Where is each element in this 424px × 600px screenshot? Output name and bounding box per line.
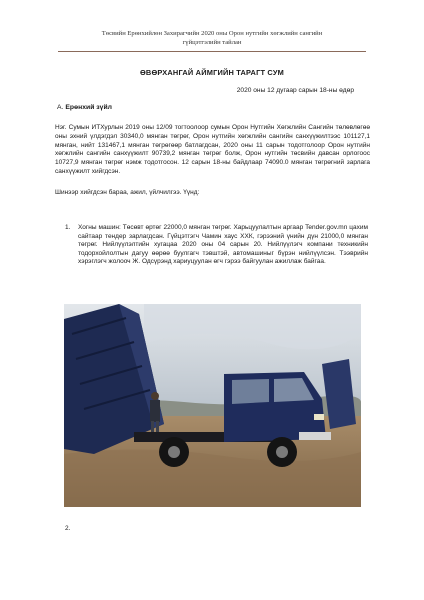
section-letter: А. [57,104,66,111]
header-line-2: гүйцэтгэлийн тайлан [182,39,242,46]
garbage-truck-photo [64,304,361,507]
header-line-1: Төсвийн Ерөнхийлөн Захирагчийн 2020 оны Орон нутгийн хөгжлийн сангийн [101,30,323,37]
header-divider [58,51,366,52]
section-heading [57,104,112,111]
page-header [60,29,364,47]
document-date: 2020 оны 12 дугаар сарын 18-ны өдөр [236,87,354,94]
paragraph-items-lead: Шинээр хийгдсэн бараа, ажил, үйлчилгээ. Үүнд: [55,189,200,196]
dump-truck-photo [64,304,361,507]
section-title: Ерөнхий зүйл [65,104,112,111]
list-item-number: 1. [65,224,71,231]
list-item-text: Хогны машин: Төсөвт өртөг 22000,0 мянган төгрөг. Харьцуулалтын аргаар Tender.gov.mn цахим сайтаар тендер зарлагдсан. Гүйцэтгэгч Чамин хаус ХХК, гэрээний үнийн дүн 21000,0 мянган төгрөг. Нийлүүлэлтийн хугацаа 2020 оны 04 сарын 20. Нийлүүлэгч компани техникийн тодорхойлолтын дагуу өөрөө буулгагч тэвштэй, автомашиныг бүрэн нийлүүлсэн. Тээврийн хэрэглэгч жолооч Ж. Одсүрэнд хариуцуулан өгч гэрээ байгуулан ажиллаж байгаа. [78,224,368,266]
paragraph-intro: Нэг. Сумын ИТХурлын 2019 оны 12/09 тогтоолоор сумын Орон Нутгийн Хөгжлийн Сангийн төлөвлөгөө оны эхний үлдэгдэл 30340,0 мянган төгрөг, Орон нутгийн хөгжлийн сангийн санхүүжилтээс 101127,1 мянган, нийт 131467,1 мянган төгрөгөөр батлагдсан, 2020 оны 11 сарын тодотголоор Орон нутгийн хөгжлийн сангийн санхүүжилт 90739,2 мянган төгрөг болж, Орон нутгийн төсвийн давсан орлогоос 10727,9 мянган төгрөг нэмж тодотгосон. 12 сарын 18-ны байдлаар 74090.0 мянган төгрөгний зарлага санхүүжилт хийгдсэн. [55,124,370,175]
document-title: ӨВӨРХАНГАЙ АЙМГИЙН ТАРАГТ СУМ [139,68,285,77]
list-item-number-2: 2. [65,525,71,532]
